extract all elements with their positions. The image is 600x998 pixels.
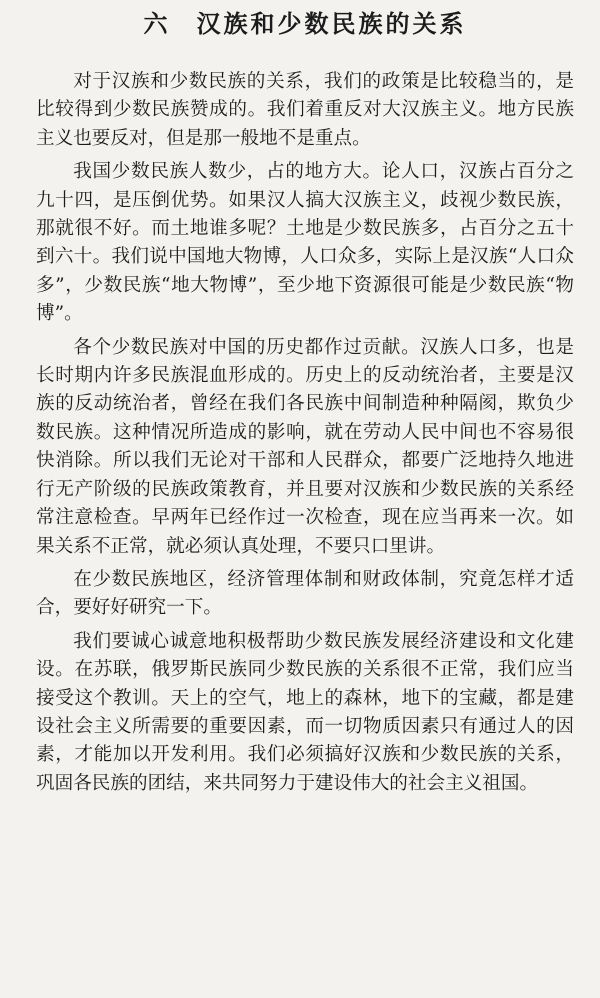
section-title: 汉族和少数民族的关系 bbox=[196, 9, 467, 38]
paragraph-2: 我国少数民族人数少，占的地方大。论人口，汉族占百分之九十四，是压倒优势。如果汉人搞大汉族主义，歧视少数民族，那就很不好。而土地谁多呢？土地是少数民族多，占百分之五十到六十。我们说中国地大物博，人口众多，实际上是汉族“人口众多”，少数民族“地大物博”，至少地下资源很可能是少数民族“物博”。 bbox=[36, 161, 574, 325]
paragraph-4: 在少数民族地区，经济管理体制和财政体制，究竟怎样才适合，要好好研究一下。 bbox=[36, 568, 574, 619]
paragraph-5: 我们要诚心诚意地积极帮助少数民族发展经济建设和文化建设。在苏联，俄罗斯民族同少数民族的关系很不正常，我们应当接受这个教训。天上的空气，地上的森林，地下的宝藏，都是建设社会主义所需要的重要因素，而一切物质因素只有通过人的因素，才能加以开发利用。我们必须搞好汉族和少数民族的关系，巩固各民族的团结，来共同努力于建设伟大的社会主义祖国。 bbox=[36, 630, 574, 794]
paragraph-3: 各个少数民族对中国的历史都作过贡献。汉族人口多，也是长时期内许多民族混血形成的。历史上的反动统治者，主要是汉族的反动统治者，曾经在我们各民族中间制造种种隔阂，欺负少数民族。这种情况所造成的影响，就在劳动人民中间也不容易很快消除。所以我们无论对干部和人民群众，都要广泛地持久地进行无产阶级的民族政策教育，并且要对汉族和少数民族的关系经常注意检查。早两年已经作过一次检查，现在应当再来一次。如果关系不正常，就必须认真处理，不要只口里讲。 bbox=[36, 336, 574, 557]
paragraph-1: 对于汉族和少数民族的关系，我们的政策是比较稳当的，是比较得到少数民族赞成的。我们着重反对大汉族主义。地方民族主义也要反对，但是那一般地不是重点。 bbox=[36, 71, 574, 149]
section-number: 六 bbox=[143, 9, 171, 38]
section-heading bbox=[36, 4, 574, 44]
